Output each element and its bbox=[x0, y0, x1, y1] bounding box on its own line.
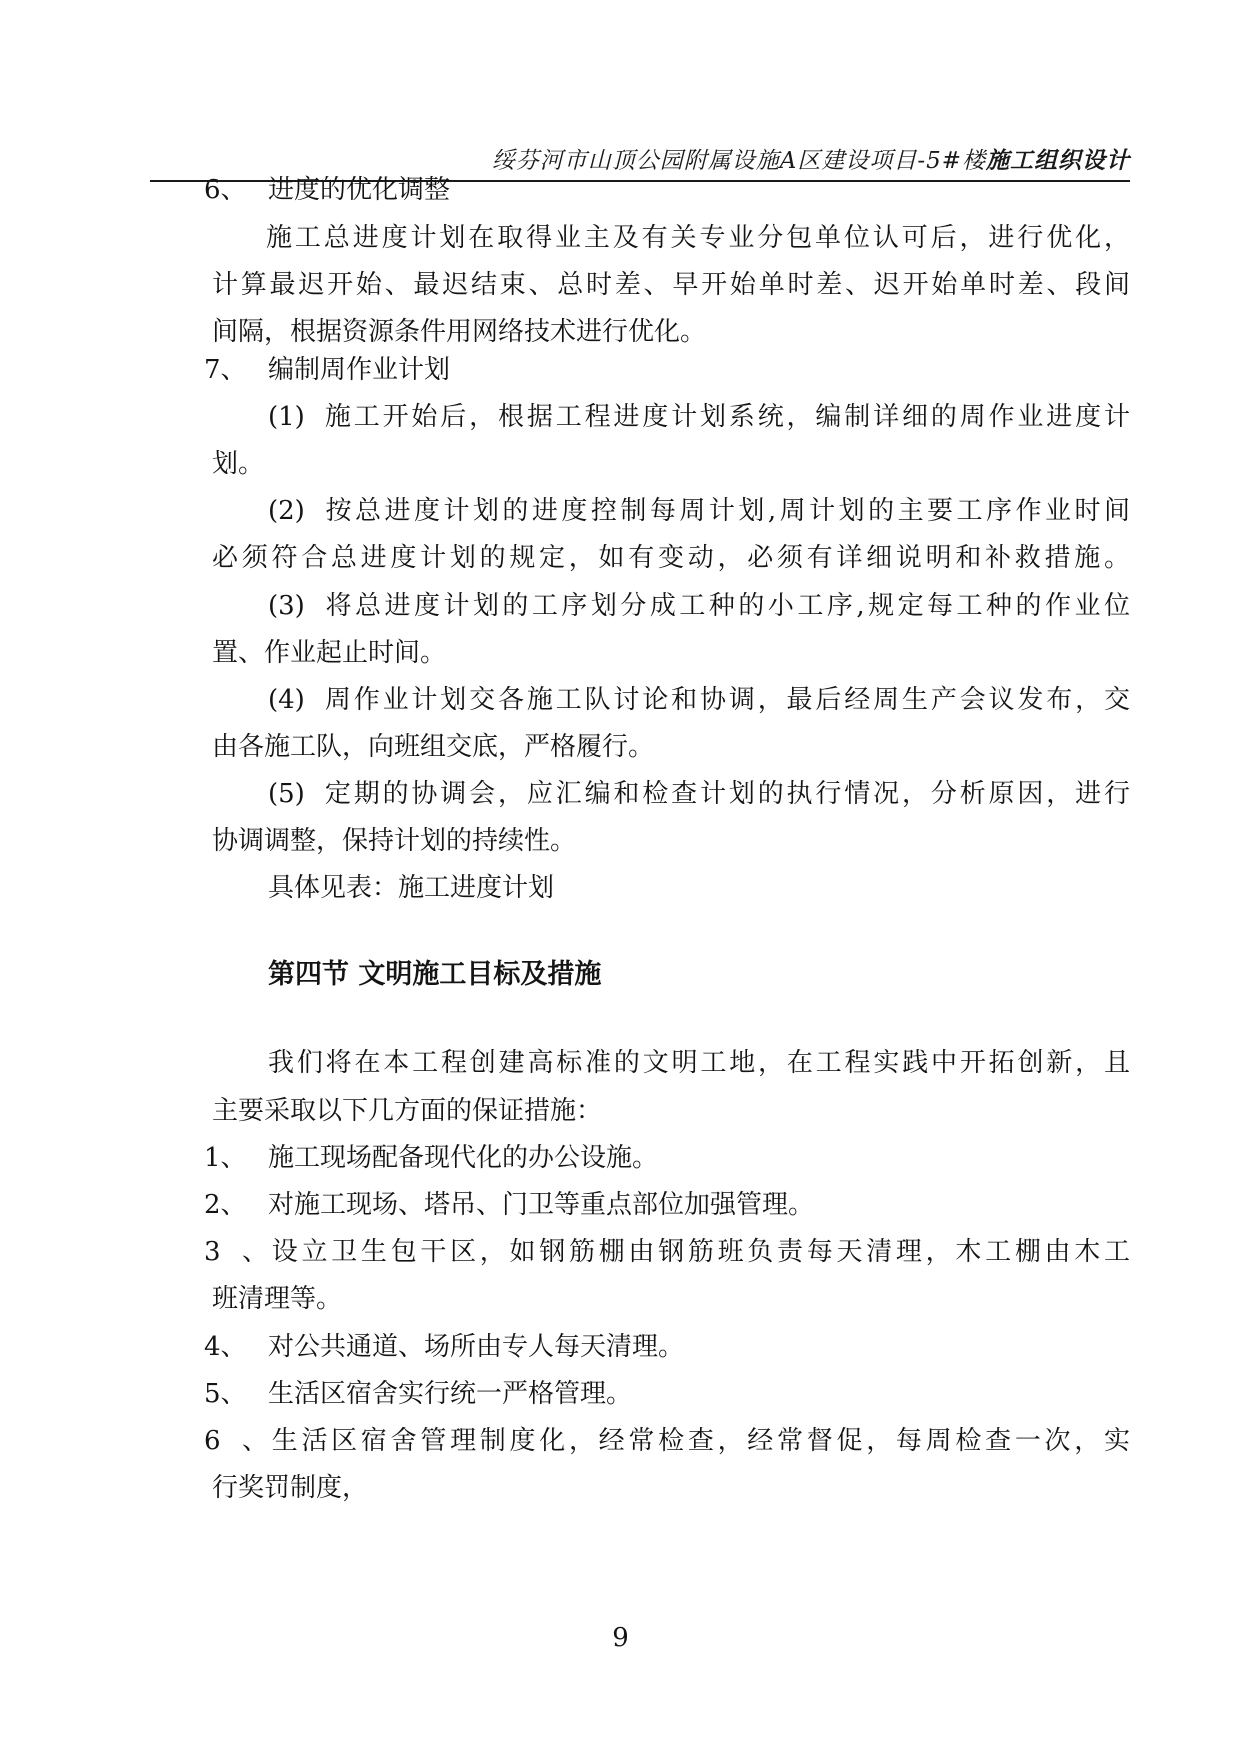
section-title: 第四节 文明施工目标及措施 bbox=[268, 959, 602, 990]
paragraph-line: 划。 bbox=[212, 449, 265, 479]
list-item-heading: 7、 编制周作业计划 bbox=[204, 355, 451, 385]
list-item-heading: 6、 进度的优化调整 bbox=[204, 175, 451, 205]
numbered-line: (1) 施工开始后，根据工程进度计划系统，编制详细的周作业进度计 bbox=[268, 402, 1130, 432]
paragraph-line: 主要采取以下几方面的保证措施： bbox=[212, 1096, 603, 1126]
list-item: 2、 对施工现场、塔吊、门卫等重点部位加强管理。 bbox=[204, 1190, 815, 1220]
numbered-line: (4) 周作业计划交各施工队讨论和协调，最后经周生产会议发布，交 bbox=[268, 685, 1130, 715]
paragraph-line: 施工总进度计划在取得业主及有关专业分包单位认可后，进行优化， bbox=[266, 223, 1130, 253]
numbered-line: (2) 按总进度计划的进度控制每周计划,周计划的主要工序作业时间 bbox=[268, 496, 1130, 526]
numbered-line: (5) 定期的协调会，应汇编和检查计划的执行情况，分析原因，进行 bbox=[268, 779, 1130, 809]
paragraph-line: 间隔，根据资源条件用网络技术进行优化。 bbox=[212, 317, 707, 347]
list-item: 1、 施工现场配备现代化的办公设施。 bbox=[204, 1143, 659, 1173]
paragraph-line: 我们将在本工程创建高标准的文明工地，在工程实践中开拓创新，且 bbox=[268, 1048, 1130, 1078]
header-title-main: 绥芬河市山顶公园附属设施A区建设项目-5#楼 bbox=[491, 148, 986, 174]
paragraph-line: 行奖罚制度， bbox=[212, 1473, 369, 1503]
paragraph-line: 具体见表：施工进度计划 bbox=[268, 873, 555, 903]
paragraph-line: 由各施工队，向班组交底，严格履行。 bbox=[212, 732, 655, 762]
paragraph-line: 计算最迟开始、最迟结束、总时差、早开始单时差、迟开始单时差、段间 bbox=[212, 270, 1130, 300]
list-item: 5、 生活区宿舍实行统一严格管理。 bbox=[204, 1379, 633, 1409]
list-item: 6、生活区宿舍管理制度化，经常检查，经常督促，每周检查一次，实 bbox=[204, 1426, 1130, 1456]
page-number: 9 bbox=[612, 1623, 629, 1653]
list-item: 4、 对公共通道、场所由专人每天清理。 bbox=[204, 1332, 685, 1362]
paragraph-line: 班清理等。 bbox=[212, 1284, 343, 1314]
paragraph-line: 协调调整，保持计划的持续性。 bbox=[212, 826, 577, 856]
header-title-bold: 施工组织设计 bbox=[986, 147, 1130, 174]
paragraph-line: 必须符合总进度计划的规定，如有变动，必须有详细说明和补救措施。 bbox=[212, 543, 1130, 573]
numbered-line: (3) 将总进度计划的工序划分成工种的小工序,规定每工种的作业位 bbox=[268, 591, 1130, 621]
list-item: 3、设立卫生包干区，如钢筋棚由钢筋班负责每天清理，木工棚由木工 bbox=[204, 1237, 1130, 1267]
paragraph-line: 置、作业起止时间。 bbox=[212, 638, 447, 668]
